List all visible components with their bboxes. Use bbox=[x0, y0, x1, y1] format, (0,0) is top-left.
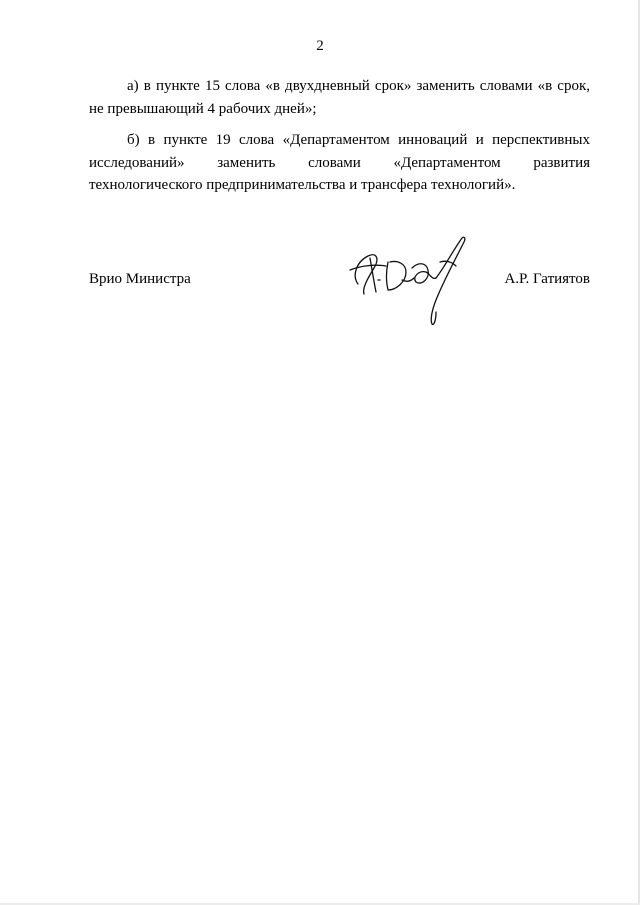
amendment-paragraph-b: б) в пункте 19 слова «Департаментом инноваций и перспективных исследований» заменить словами «Департаментом развития технологического предпринимательства и трансфера технологий». bbox=[89, 132, 590, 193]
signer-title: Врио Министра bbox=[89, 271, 191, 287]
document-body bbox=[89, 75, 590, 206]
amendment-paragraph-a: а) в пункте 15 слова «в двухдневный срок» заменить словами «в срок, не превышающий 4 рабочих дней»; bbox=[89, 78, 590, 117]
signer-name: А.Р. Гатиятов bbox=[504, 271, 590, 287]
page-number: 2 bbox=[316, 38, 324, 54]
handwritten-signature-icon bbox=[340, 228, 475, 333]
